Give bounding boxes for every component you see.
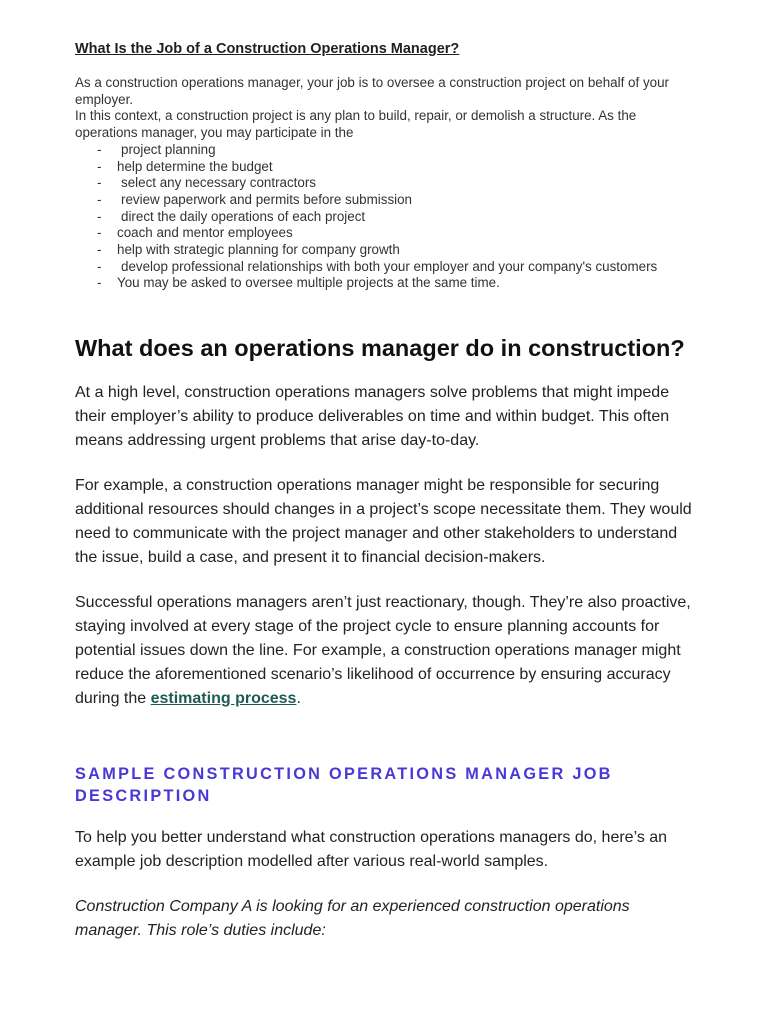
paragraph-overview: At a high level, construction operations managers solve problems that might impede their employer’s ability to produce deliverables on time and within budget. This often means addressing urgent problems that arise day-to-day. (75, 384, 670, 449)
paragraph-intro-sample: To help you better understand what construction operations managers do, here’s an example job description modelled after various real-world samples. (75, 829, 668, 870)
list-item-text: coach and mentor employees (117, 225, 293, 241)
list-item (75, 159, 700, 176)
dash-bullet: - (97, 141, 102, 157)
dash-bullet: - (97, 225, 102, 241)
list-item (75, 275, 700, 292)
duties-list (75, 142, 700, 292)
paragraph-text: Successful operations managers aren’t just reactionary, though. They’re also proactive, staying involved at every stage of the project cycle to ensure planning accounts for potential issues down the line. For example, a construction operations manager might reduce the aforementioned scenario’s likelihood of occurrence by ensuring accuracy during the (75, 594, 691, 707)
dash-bullet: - (97, 158, 102, 174)
dash-bullet: - (97, 175, 102, 191)
list-item-text: You may be asked to oversee multiple projects at the same time. (117, 275, 500, 291)
dash-bullet: - (97, 191, 102, 207)
dash-bullet: - (97, 275, 102, 291)
list-item-text: review paperwork and permits before submission (121, 191, 413, 207)
list-item (75, 175, 700, 192)
intro-section (75, 75, 700, 292)
list-item (75, 259, 700, 276)
section-heading: What does an operations manager do in construction? (75, 335, 685, 361)
list-item-text: project planning (121, 141, 216, 157)
list-item (75, 142, 700, 159)
list-item-text: help with strategic planning for company growth (117, 242, 400, 258)
estimating-process-link[interactable]: estimating process (150, 690, 297, 707)
dash-bullet: - (97, 242, 102, 258)
sample-heading: SAMPLE CONSTRUCTION OPERATIONS MANAGER JOB DESCRIPTION (75, 765, 613, 805)
list-item-text: select any necessary contractors (121, 175, 316, 191)
list-item (75, 209, 700, 226)
list-item-text: help determine the budget (117, 158, 273, 174)
list-item (75, 192, 700, 209)
dash-bullet: - (97, 208, 102, 224)
list-item-text: develop professional relationships with both your employer and your company's customers (121, 258, 658, 274)
paragraph-proactive (75, 591, 695, 711)
dash-bullet: - (97, 258, 102, 274)
list-item (75, 225, 700, 242)
intro-paragraph-2: In this context, a construction project is any plan to build, repair, or demolish a structure. As the operations manager, you may participate in the (75, 108, 637, 141)
job-heading: What Is the Job of a Construction Operations Manager? (75, 41, 460, 57)
paragraph-job-description: Construction Company A is looking for an experienced construction operations manager. This role’s duties include: (75, 898, 630, 939)
paragraph-end: . (296, 690, 301, 707)
list-item (75, 242, 700, 259)
list-item-text: direct the daily operations of each project (121, 208, 366, 224)
intro-paragraph-1: As a construction operations manager, your job is to oversee a construction project on behalf of your employer. (75, 75, 669, 107)
paragraph-example: For example, a construction operations manager might be responsible for securing additional resources should changes in a project’s scope necessitate them. They would need to communicate with the project manager and other stakeholders to understand the issue, build a case, and present it to financial decision-makers. (75, 477, 692, 566)
